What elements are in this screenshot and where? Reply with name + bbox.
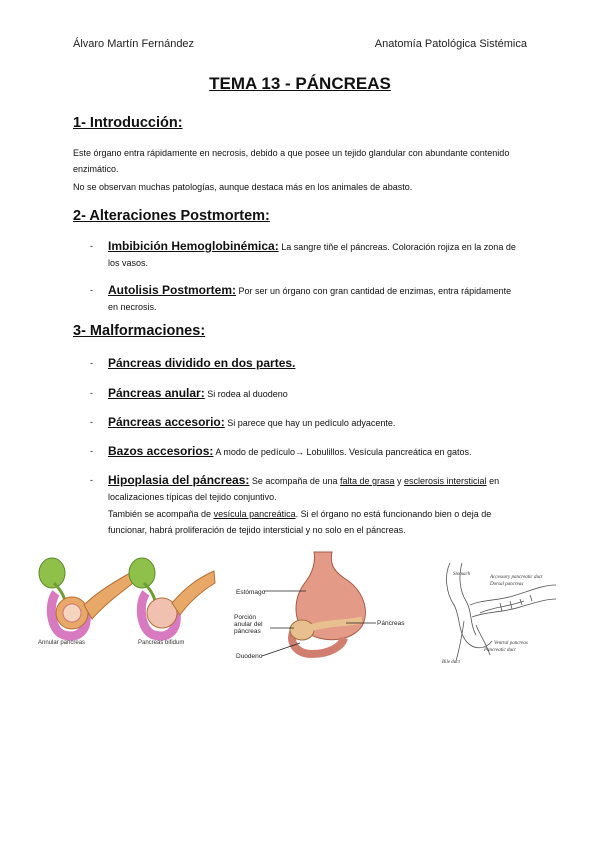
term: Páncreas accesorio: xyxy=(108,415,225,429)
term: Imbibición Hemoglobinémica: xyxy=(108,239,279,253)
item-text: También se acompaña de xyxy=(108,509,214,519)
bullet-dash: - xyxy=(90,241,93,251)
section-heading-malformations: 3- Malformaciones: xyxy=(73,323,206,339)
label-stomach: Estómago xyxy=(236,589,266,596)
section-heading-intro: 1- Introducción: xyxy=(73,115,183,131)
caption-annular: Annular pancreas xyxy=(38,640,86,646)
label-pancreatic-duct: Pancreatic duct xyxy=(484,648,516,653)
item-text: Si rodea al duodeno xyxy=(204,389,288,399)
page-title: TEMA 13 - PÁNCREAS xyxy=(209,74,391,93)
header-subject: Anatomía Patológica Sistémica xyxy=(374,38,527,50)
label-duodenum: Duodeno xyxy=(236,653,263,660)
underlined-text: vesícula pancreática xyxy=(213,509,296,519)
label-stomach: Stomach xyxy=(453,572,471,577)
bullet-dash: - xyxy=(90,285,93,295)
bullet-dash: - xyxy=(90,417,93,427)
item-text: en localizaciones típicas del tejido conjuntivo. xyxy=(108,476,500,502)
term: Páncreas anular: xyxy=(108,386,205,400)
figure-pancreas-malformations xyxy=(34,553,216,648)
underlined-text: esclerosis intersticial xyxy=(404,476,487,486)
bullet-dash: - xyxy=(90,388,93,398)
item-text: Se acompaña de una xyxy=(249,476,340,486)
label-accessory-duct: Accessory pancreatic duct xyxy=(490,575,543,580)
item-text: La sangre tiñe el páncreas. Coloración rojiza en la zona de los vasos. xyxy=(108,242,516,268)
section-heading-postmortem: 2- Alteraciones Postmortem: xyxy=(73,208,270,224)
item-text: Por ser un órgano con gran cantidad de enzimas, entra rápidamente en necrosis. xyxy=(108,286,512,312)
term: Bazos accesorios: xyxy=(108,444,214,458)
bullet-dash: - xyxy=(90,475,93,485)
caption-bifidum: Pancreas bifidum xyxy=(138,640,185,646)
item-text: Si parece que hay un pedículo adyacente. xyxy=(224,418,396,428)
header-author: Álvaro Martín Fernández xyxy=(73,38,195,50)
annular-pancreas-illustration xyxy=(39,558,133,636)
stomach-illustration xyxy=(290,552,365,654)
label-ventral-pancreas: Ventral pancreas xyxy=(494,641,528,646)
figure-annular-pancreas-stomach xyxy=(234,550,410,662)
item-text: y xyxy=(394,476,405,486)
bullet-dash: - xyxy=(90,358,93,368)
label-pancreas: Páncreas xyxy=(377,620,405,627)
bullet-dash: - xyxy=(90,446,93,456)
label-dorsal-pancreas: Dorsal pancreas xyxy=(490,582,524,587)
term: Hipoplasia del páncreas: xyxy=(108,473,250,487)
pancreas-bifidum-illustration xyxy=(129,558,215,636)
label-annular-portion: Porción anular del páncreas xyxy=(234,614,263,635)
label-bile-duct: Bile duct xyxy=(442,660,460,665)
item-text: A modo de pedículo→ Lobulillos. Vesícula pancreática en gatos. xyxy=(213,447,472,457)
item-text: . Si el órgano no está funcionando bien o deja de funcionar, habrá proliferación de tejido intersticial y no solo en el páncreas. xyxy=(108,509,492,535)
term: Autolisis Postmortem: xyxy=(108,283,237,297)
intro-paragraph-1: Este órgano entra rápidamente en necrosis, debido a que posee un tejido glandular con abundante contenido enzimático. xyxy=(73,148,510,174)
intro-paragraph-2: No se observan muchas patologías, aunque destaca más en los animales de abasto. xyxy=(73,182,413,192)
underlined-text: falta de grasa xyxy=(339,476,395,486)
figure-pancreatic-ducts xyxy=(440,555,560,665)
term: Páncreas dividido en dos partes. xyxy=(108,356,296,370)
